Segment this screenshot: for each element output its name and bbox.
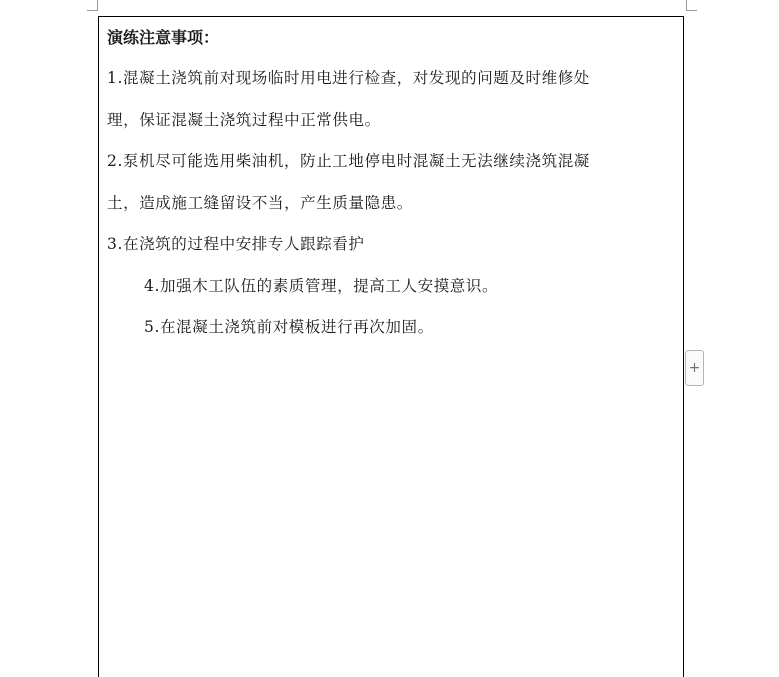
table-cell[interactable] [98,16,684,677]
paragraph-item-3: 3.在浇筑的过程中安排专人跟踪看护 [107,235,365,253]
page-corner-mark-right [686,0,697,11]
paragraph-item-4: 4.加强木工队伍的素质管理，提高工人安摸意识。 [144,276,499,295]
paragraph-item-2-line-2: 土，造成施工缝留设不当，产生质量隐患。 [107,193,413,212]
paragraph-item-1-line-2: 理，保证混凝土浇筑过程中正常供电。 [107,110,381,129]
add-row-button[interactable] [685,350,704,386]
paragraph-item-5: 5.在混凝土浇筑前对模板进行再次加固。 [144,318,434,336]
page-corner-mark-left [87,0,98,11]
plus-icon: + [688,360,701,376]
paragraph-item-2-line-1: 2.泵机尽可能选用柴油机，防止工地停电时混凝土无法继续浇筑混凝 [107,152,590,170]
section-title: 演练注意事项： [107,28,220,47]
cell-content[interactable] [107,17,679,349]
paragraph-item-1-line-1: 1.混凝土浇筑前对现场临时用电进行检查，对发现的问题及时维修处 [107,69,590,87]
